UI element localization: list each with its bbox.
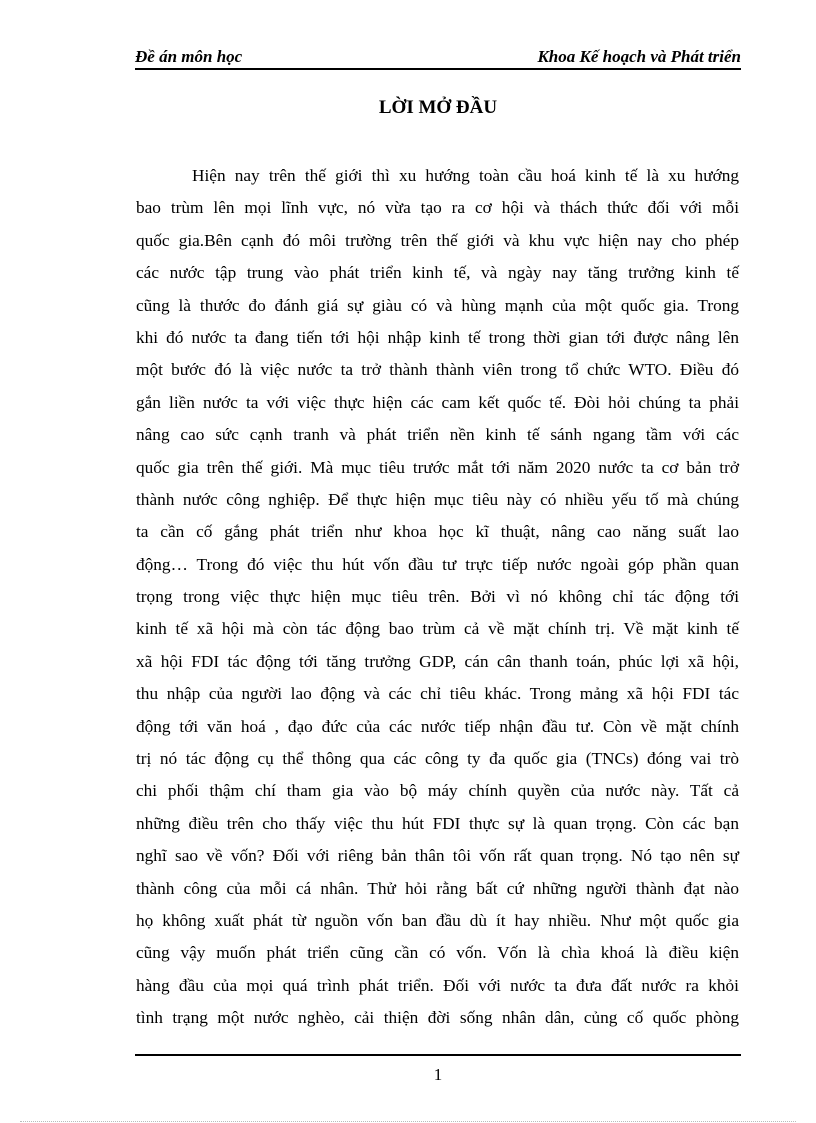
page-number: 1	[433, 1065, 443, 1084]
body-line: kinh tế xã hội mà còn tác động bao trùm cả về mặt chính trị. Về mặt kinh tế	[136, 619, 739, 639]
body-line: trọng trong việc thực hiện mục tiêu trên. Bởi vì nó không chỉ tác động tới	[136, 587, 739, 607]
body-line: thành nước công nghiệp. Để thực hiện mục tiêu này có nhiều yếu tố mà chúng	[136, 489, 739, 509]
body-line: những điều trên cho thấy việc thu hút FDI thực sự là quan trọng. Còn các bạn	[136, 813, 739, 833]
body-line: một bước đó là việc nước ta trở thành thành viên trong tổ chức WTO. Điều đó	[136, 360, 739, 380]
header-faculty-label: Khoa Kế hoạch và Phát triển	[537, 47, 741, 66]
body-line: nâng cao sức cạnh tranh và phát triển nền kinh tế sánh ngang tầm với các	[136, 425, 739, 445]
page-title: LỜI MỞ ĐẦU	[378, 97, 498, 118]
body-line: tình trạng một nước nghèo, cải thiện đời sống nhân dân, củng cố quốc phòng	[136, 1008, 739, 1028]
body-line: trị nó tác động cụ thể thông qua các công ty đa quốc gia (TNCs) đóng vai trò	[136, 749, 739, 769]
body-line: các nước tập trung vào phát triển kinh tế, và ngày nay tăng trưởng kinh tế	[136, 263, 739, 283]
body-line: quốc gia trên thế giới. Mà mục tiêu trước mắt tới năm 2020 nước ta cơ bản trở	[136, 457, 739, 477]
body-line: họ không xuất phát từ nguồn vốn ban đầu dù ít hay nhiều. Như một quốc gia	[136, 910, 739, 930]
body-line: chi phối thậm chí tham gia vào bộ máy chính quyền của nước này. Tất cả	[136, 781, 739, 801]
body-line: cũng là thước đo đánh giá sự giàu có và hùng mạnh của một quốc gia. Trong	[136, 295, 739, 315]
page-bottom-edge	[20, 1121, 796, 1122]
body-line: thu nhập của người lao động và các chỉ tiêu khác. Trong mảng xã hội FDI tác	[136, 684, 739, 704]
header-course-label: Đề án môn học	[135, 47, 243, 66]
footer-divider	[135, 1054, 741, 1056]
body-paragraph	[136, 160, 739, 1035]
body-line: nghĩ sao về vốn? Đối với riêng bản thân tôi vốn rất quan trọng. Nó tạo nên sự	[136, 846, 739, 866]
body-line: động tới văn hoá , đạo đức của các nước tiếp nhận đầu tư. Còn về mặt chính	[136, 716, 739, 736]
body-line: động… Trong đó việc thu hút vốn đầu tư trực tiếp nước ngoài góp phần quan	[136, 554, 739, 574]
body-line: cũng vậy muốn phát triển cũng cần có vốn. Vốn là chìa khoá là điều kiện	[136, 943, 739, 963]
body-line: hàng đầu của mọi quá trình phát triển. Đối với nước ta đưa đất nước ra khỏi	[136, 975, 739, 995]
page-header	[135, 46, 741, 70]
body-line: gắn liền nước ta với việc thực hiện các cam kết quốc tế. Đòi hỏi chúng ta phải	[136, 392, 739, 412]
body-line: bao trùm lên mọi lĩnh vực, nó vừa tạo ra cơ hội và thách thức đối với mỗi	[136, 198, 739, 218]
body-line: ta cần cố gắng phát triển như khoa học kĩ thuật, nâng cao năng suất lao	[136, 522, 739, 542]
body-line: Hiện nay trên thế giới thì xu hướng toàn cầu hoá kinh tế là xu hướng	[192, 166, 739, 185]
body-line: khi đó nước ta đang tiến tới hội nhập kinh tế trong thời gian tới được nâng lên	[136, 327, 739, 347]
body-line: xã hội FDI tác động tới tăng trưởng GDP, cán cân thanh toán, phúc lợi xã hội,	[136, 651, 739, 671]
body-line: thành công của mỗi cá nhân. Thử hỏi rằng bất cứ những người thành đạt nào	[136, 878, 739, 898]
body-line: quốc gia.Bên cạnh đó môi trường trên thế giới và khu vực hiện nay cho phép	[136, 230, 739, 250]
